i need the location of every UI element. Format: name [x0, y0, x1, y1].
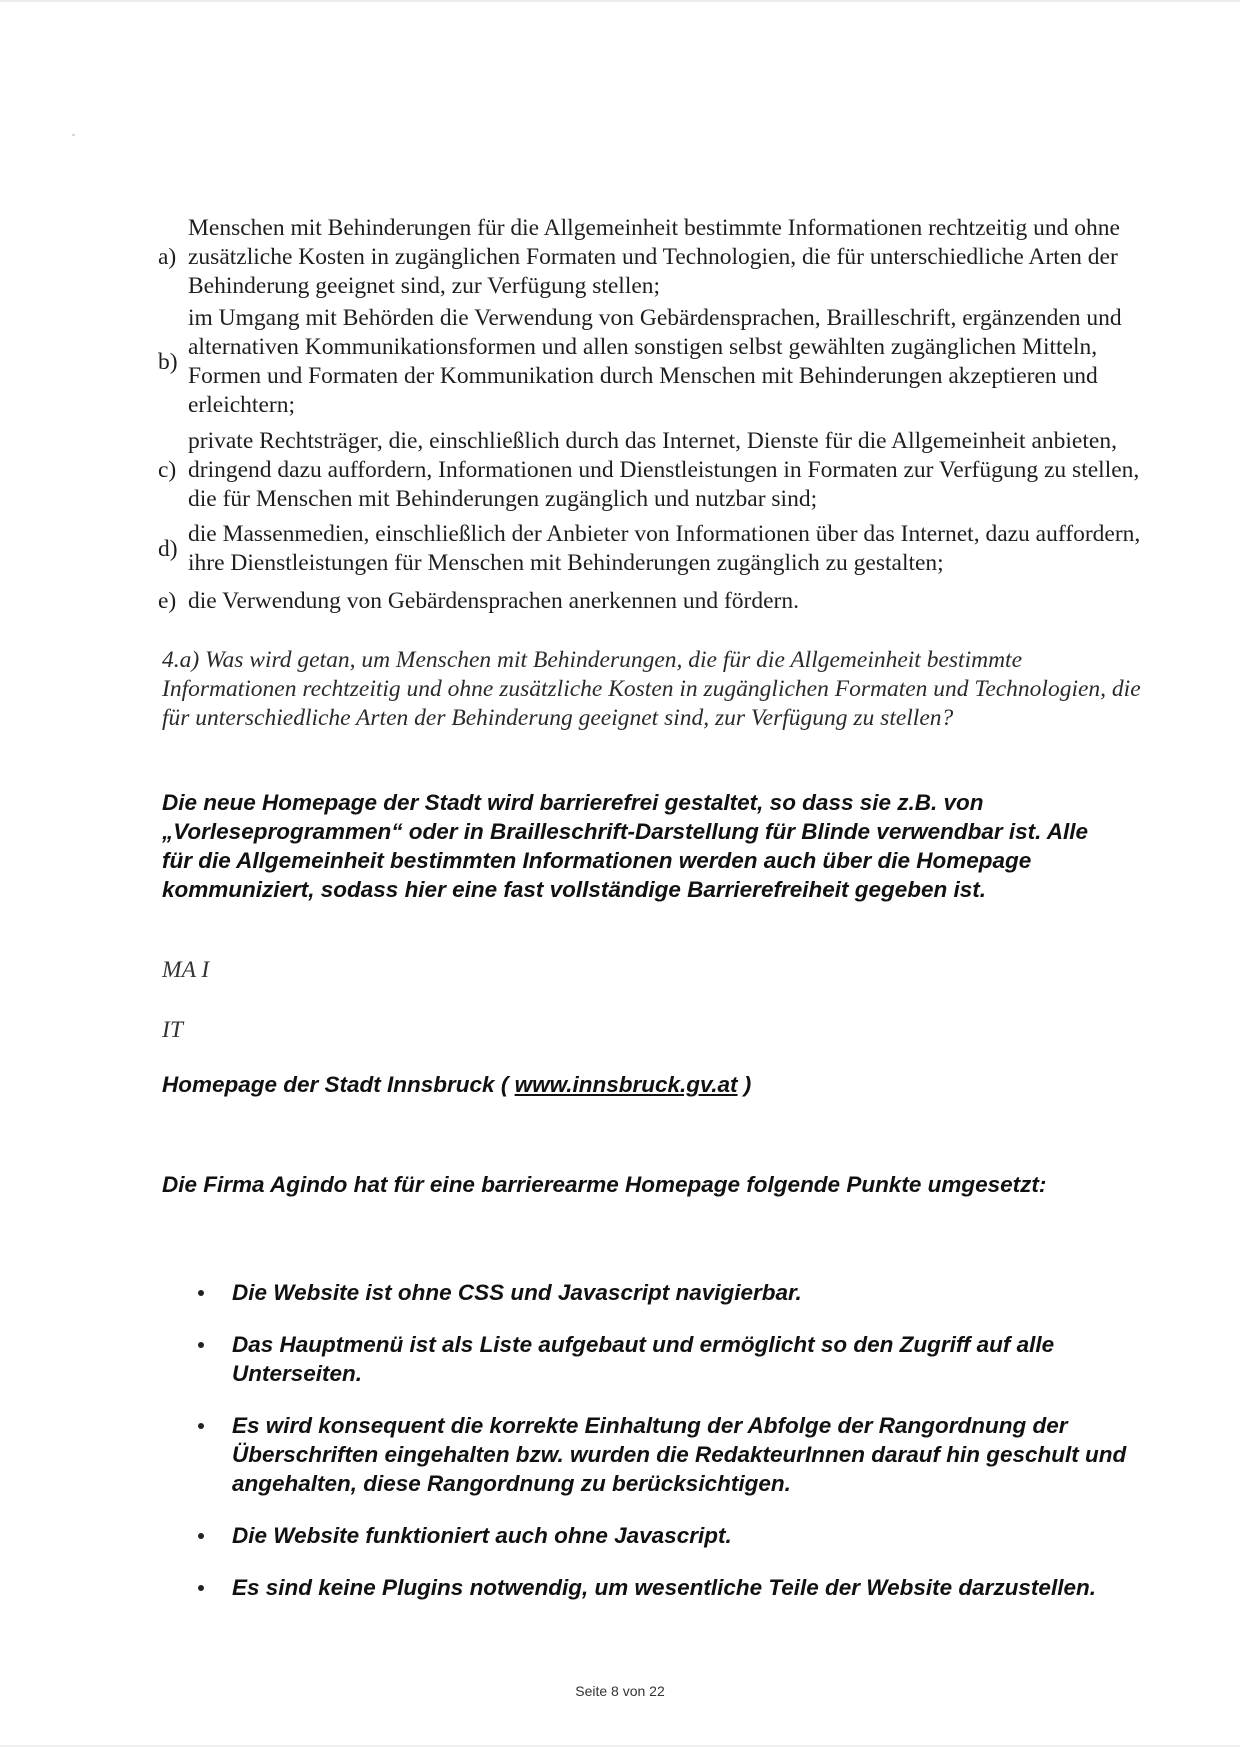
measures-list [190, 1278, 1130, 1625]
bullet-icon [198, 1342, 204, 1348]
list-text-b: im Umgang mit Behörden die Verwendung von Gebärdensprachen, Brailleschrift, ergänzenden und alternativen Kommunikationsformen und allen sonstigen selbst gewählten zugänglichen Mitteln, Formen und Formaten der Kommunikation durch Menschen mit Behinderungen akzeptieren und erleichtern; [188, 305, 1122, 418]
list-text-a: Menschen mit Behinderungen für die Allgemeinheit bestimmte Informationen rechtzeitig und ohne zusätzliche Kosten in zugänglichen Formaten und Technologien, die für unterschiedliche Arten der Behinderung geeignet sind, zur Verfügung stellen; [188, 215, 1120, 299]
list-label-b: b) [158, 348, 178, 375]
list-item [190, 1521, 1130, 1550]
list-label-c: c) [158, 457, 177, 483]
list-item [190, 1411, 1130, 1498]
question-4a: 4.a) Was wird getan, um Menschen mit Behinderungen, die für die Allgemeinheit bestimmte Informationen rechtzeitig und ohne zusätzliche Kosten in zugänglichen Formaten und Technologien, die für unterschiedliche Arten der Behinderung geeignet sind, zur Verfügung zu stellen? [162, 647, 1141, 731]
bullet-text: Es wird konsequent die korrekte Einhaltung der Abfolge der Rangordnung der Überschriften eingehalten bzw. wurden die RedakteurInnen darauf hin geschult und angehalten, diese Rangordnung zu berücksichtigen. [232, 1413, 1127, 1496]
list-item [190, 1573, 1130, 1602]
list-label-d: d) [158, 535, 178, 562]
list-text-d: die Massenmedien, einschließlich der Anbieter von Informationen über das Internet, dazu auffordern, ihre Dienstleistungen für Menschen mit Behinderungen zugänglich zu gestalten; [188, 521, 1141, 576]
scan-speck [72, 134, 75, 136]
homepage-link[interactable]: www.innsbruck.gv.at [514, 1072, 738, 1097]
bullet-text: Es sind keine Plugins notwendig, um wesentliche Teile der Website darzustellen. [232, 1575, 1096, 1600]
list-text-e: die Verwendung von Gebärdensprachen anerkennen und fördern. [188, 588, 799, 614]
homepage-heading [162, 1072, 751, 1098]
page-edge-bottom [0, 1745, 1240, 1747]
department-it: IT [162, 1017, 183, 1043]
list-item [190, 1278, 1130, 1307]
page-number-footer: Seite 8 von 22 [575, 1683, 665, 1699]
list-item-a [158, 214, 1148, 301]
list-item-e [158, 587, 1148, 616]
answer-text: Die neue Homepage der Stadt wird barrierefrei gestaltet, so dass sie z.B. von „Vorleseprogrammen“ oder in Brailleschrift-Darstellung für Blinde verwendbar ist. Alle für die Allgemeinheit bestimmten Informationen werden auch über die Homepage kommuniziert, sodass hier eine fast vollständige Barrierefreiheit gegeben ist. [162, 790, 1089, 902]
homepage-suffix: ) [737, 1072, 752, 1097]
list-item-d [158, 520, 1148, 578]
list-item-b [158, 304, 1148, 420]
bullet-text: Die Website ist ohne CSS und Javascript navigierbar. [232, 1280, 802, 1305]
agindo-intro: Die Firma Agindo hat für eine barrierearme Homepage folgende Punkte umgesetzt: [162, 1172, 1047, 1197]
bullet-icon [198, 1533, 204, 1539]
homepage-prefix: Homepage der Stadt Innsbruck ( [162, 1072, 515, 1097]
list-item-c [158, 427, 1148, 514]
list-text-c: private Rechtsträger, die, einschließlich durch das Internet, Dienste für die Allgemeinheit anbieten, dringend dazu auffordern, Informationen und Dienstleistungen in Formaten zur Verfügung zu stellen, die für Menschen mit Behinderungen zugänglich und nutzbar sind; [188, 428, 1140, 512]
bullet-icon [198, 1290, 204, 1296]
bullet-text: Das Hauptmenü ist als Liste aufgebaut und ermöglicht so den Zugriff auf alle Unterseiten. [232, 1332, 1055, 1386]
department-ma-i: MA I [162, 957, 210, 983]
list-item [190, 1330, 1130, 1388]
bullet-icon [198, 1423, 204, 1429]
bullet-icon [198, 1585, 204, 1591]
list-label-a: a) [158, 244, 177, 270]
page-edge-top [0, 0, 1240, 2]
list-label-e: e) [158, 588, 177, 614]
bullet-text: Die Website funktioniert auch ohne Javascript. [232, 1523, 732, 1548]
